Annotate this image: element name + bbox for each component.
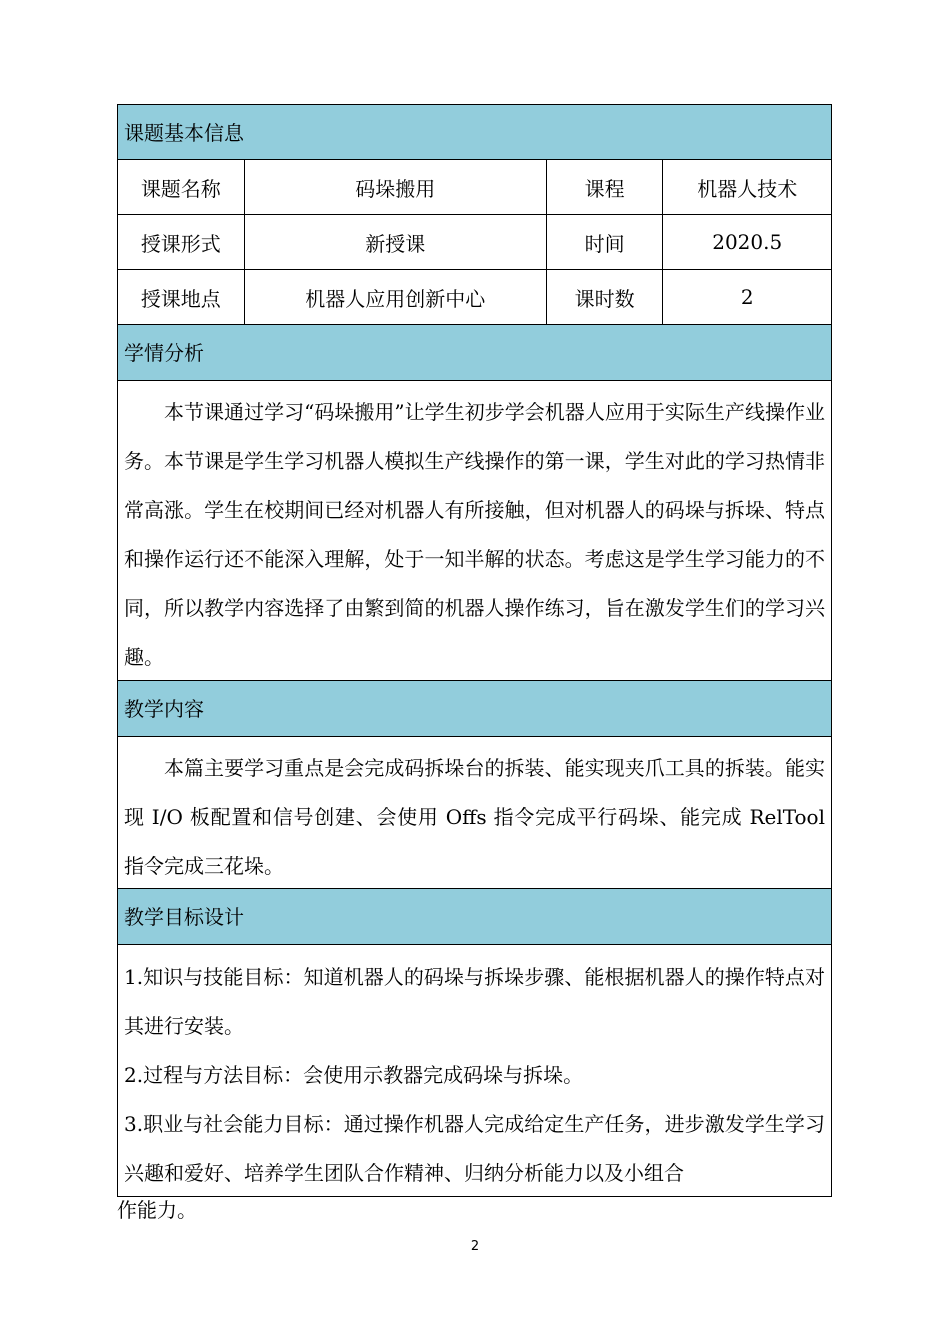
value-teaching-form: 新授课 (245, 215, 547, 269)
label-course: 课程 (547, 160, 664, 214)
label-teaching-form: 授课形式 (118, 215, 245, 269)
label-topic-name: 课题名称 (118, 160, 245, 214)
lesson-plan-table (117, 104, 832, 1197)
student-analysis-body (117, 381, 832, 681)
goal-design-body (117, 945, 832, 1197)
goal-process: 2.过程与方法目标：会使用示教器完成码垛与拆垛。 (124, 1063, 584, 1087)
label-location: 授课地点 (118, 270, 245, 324)
section-header-basic-info: 课题基本信息 (117, 104, 832, 160)
value-topic-name: 码垛搬用 (245, 160, 547, 214)
goal-knowledge: 1.知识与技能目标：知道机器人的码垛与拆垛步骤、能根据机器人的操作特点对其进行安装。 (124, 965, 825, 1038)
value-time: 2020.5 (712, 230, 783, 254)
label-hours: 课时数 (547, 270, 664, 324)
teaching-content-text: 本篇主要学习重点是会完成码拆垛台的拆装、能实现夹爪工具的拆装。能实现 I/O 板配置和信号创建、会使用 Offs 指令完成平行码垛、能完成 RelTool 指令完成三花垛。 (124, 756, 825, 878)
section-header-goal-design: 教学目标设计 (117, 889, 832, 945)
value-course: 机器人技术 (697, 176, 798, 201)
label-time: 时间 (547, 215, 664, 269)
info-row-topic (117, 160, 832, 215)
value-location: 机器人应用创新中心 (245, 270, 547, 324)
student-analysis-text: 本节课通过学习“码垛搬用”让学生初步学会机器人应用于实际生产线操作业务。本节课是学生学习机器人模拟生产线操作的第一课，学生对此的学习热情非常高涨。学生在校期间已经对机器人有所接触，但对机器人的码垛与拆垛、特点和操作运行还不能深入理解，处于一知半解的状态。考虑这是学生学习能力的不同，所以教学内容选择了由繁到简的机器人操作练习，旨在激发学生们的学习兴趣。 (124, 400, 825, 669)
info-row-location (117, 270, 832, 325)
page-number: 2 (470, 1239, 480, 1254)
goal-overflow-text: 作能力。 (117, 1198, 197, 1222)
section-header-teaching-content: 教学内容 (117, 681, 832, 737)
info-row-form (117, 215, 832, 270)
teaching-content-body (117, 737, 832, 889)
goal-vocational: 3.职业与社会能力目标：通过操作机器人完成给定生产任务，进步激发学生学习兴趣和爱好、培养学生团队合作精神、归纳分析能力以及小组合 (124, 1112, 825, 1185)
value-hours: 2 (740, 285, 754, 309)
section-header-student-analysis: 学情分析 (117, 325, 832, 381)
